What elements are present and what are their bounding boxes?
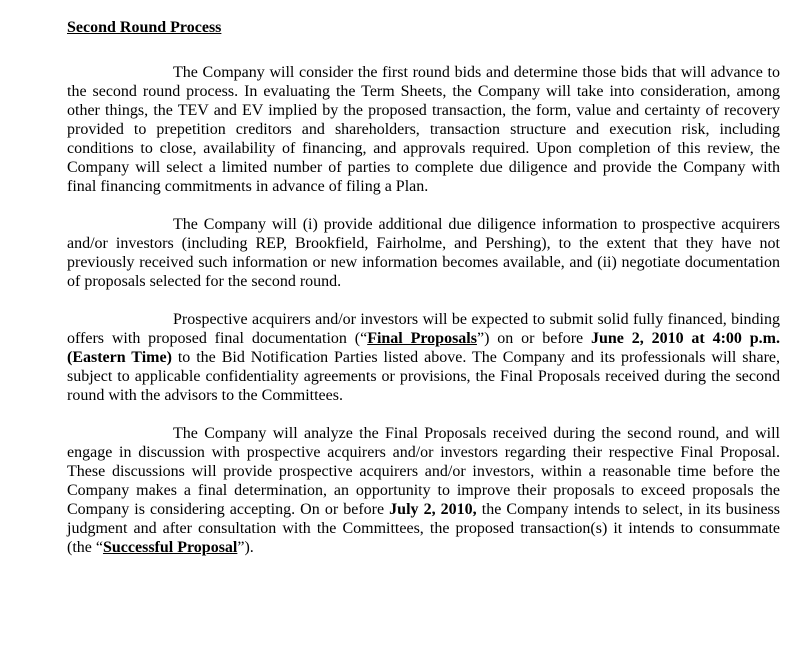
paragraph-final-proposals — [67, 310, 780, 405]
deadline-date: June 2, 2010 at 4:00 p.m. (Eastern Time) — [67, 330, 780, 366]
text-segment: ”). — [237, 539, 254, 556]
paragraph-due-diligence: The Company will (i) provide additional due diligence information to prospective acquirers and/or investors (including REP, Brookfield, Fairholme, and Pershing), to the extent that they have not previously received such information or new information becomes available, and (ii) negotiate documentation of proposals selected for the second round. — [67, 216, 780, 290]
defined-term-final-proposals: Final Proposals — [367, 330, 477, 347]
section-heading: Second Round Process — [67, 19, 222, 36]
document-page — [67, 18, 780, 576]
paragraph-first-round-review: The Company will consider the first round bids and determine those bids that will advance to the second round process. In evaluating the Term Sheets, the Company will take into consideration, among other things, the TEV and EV implied by the proposed transaction, the form, value and certainty of recovery provided to prepetition creditors and shareholders, transaction structure and execution risk, including conditions to close, availability of financing, and approvals required. Upon completion of this review, the Company will select a limited number of parties to complete due diligence and provide the Company with final financing commitments in advance of filing a Plan. — [67, 64, 780, 195]
text-segment: to the Bid Notification Parties listed above. The Company and its professionals will share, subject to applicable confidentiality agreements or provisions, the Final Proposals received during the second round with the advisors to the Committees. — [67, 349, 781, 404]
text-segment: ”) on or before — [476, 330, 591, 347]
defined-term-successful-proposal: Successful Proposal — [102, 539, 238, 556]
text-segment: the Company intends to select, in its business judgment and after consultation with the Committees, the proposed transaction(s) it intends to consummate (the “ — [67, 501, 781, 556]
text-segment: The Company will analyze the Final Proposals received during the second round, and will engage in discussion with prospective acquirers and/or investors regarding their respective Final Proposal. These discussions will provide prospective acquirers and/or investors, within a reasonable time before the Company makes a final determination, an opportunity to improve their proposals to exceed proposals the Company is considering accepting. On or before — [67, 425, 780, 518]
text-segment: Prospective acquirers and/or investors will be expected to submit solid fully financed, binding offers with proposed final documentation (“ — [67, 311, 780, 347]
paragraph-successful-proposal — [67, 424, 780, 557]
selection-date: July 2, 2010, — [389, 501, 477, 518]
